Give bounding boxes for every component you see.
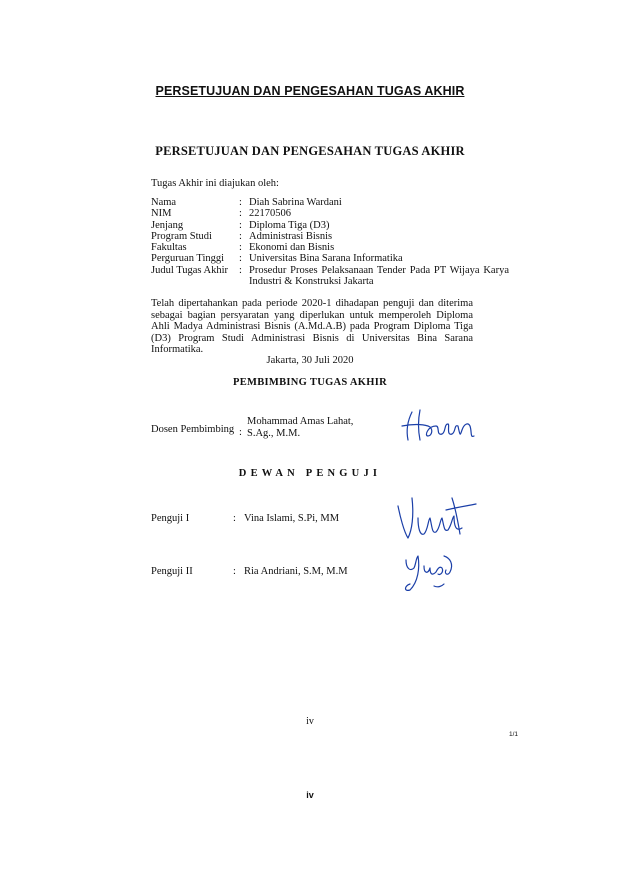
info-label: Fakultas — [151, 242, 187, 254]
pembimbing-heading: PEMBIMBING TUGAS AKHIR — [232, 377, 387, 388]
inner-page-number: iv — [306, 716, 314, 727]
penguji-2-signature — [398, 546, 462, 594]
info-row-judul — [151, 265, 509, 287]
student-info-table — [151, 197, 509, 287]
intro-text: Tugas Akhir ini diajukan oleh: — [151, 178, 279, 189]
info-row-perguruan-tinggi — [151, 253, 509, 264]
info-value: 22170506 — [249, 208, 291, 220]
info-colon: : — [239, 242, 242, 254]
info-value: Diploma Tiga (D3) — [249, 219, 330, 231]
penguji-2-colon: : — [233, 566, 236, 577]
info-colon: : — [239, 197, 242, 208]
info-label: NIM — [151, 208, 172, 220]
page-count: 1/1 — [509, 731, 519, 738]
info-value: Administrasi Bisnis — [249, 230, 333, 242]
outer-page-number: iv — [306, 790, 314, 800]
info-label: Program Studi — [151, 230, 212, 242]
info-value: Universitas Bina Sarana Informatika — [249, 253, 403, 265]
info-colon: : — [239, 230, 242, 242]
date-place: Jakarta, 30 Juli 2020 — [266, 355, 354, 366]
dosen-signature — [398, 406, 488, 446]
info-label: Perguruan Tinggi — [151, 253, 225, 265]
info-row-jenjang — [151, 220, 509, 231]
penguji-2-label: Penguji II — [151, 566, 193, 577]
info-row-nama — [151, 197, 509, 208]
penguji-1-label: Penguji I — [151, 513, 190, 524]
penguji-2-name: Ria Andriani, S.M, M.M — [244, 566, 348, 577]
info-row-program-studi — [151, 231, 509, 242]
penguji-1-signature — [392, 492, 482, 548]
info-row-nim — [151, 208, 509, 219]
dosen-label: Dosen Pembimbing — [151, 424, 235, 435]
document-title: PERSETUJUAN DAN PENGESAHAN TUGAS AKHIR — [155, 144, 465, 158]
outer-page-title: PERSETUJUAN DAN PENGESAHAN TUGAS AKHIR — [155, 84, 465, 98]
info-colon: : — [239, 264, 242, 276]
info-colon: : — [239, 219, 242, 231]
info-colon: : — [239, 253, 242, 265]
info-value: Prosedur Proses Pelaksanaan Tender Pada PT Wijaya Karya Industri & Konstruksi Jakarta — [249, 264, 509, 288]
info-label: Nama — [151, 197, 177, 208]
dosen-name: Mohammad Amas Lahat, S.Ag., M.M. — [247, 416, 354, 439]
info-colon: : — [239, 208, 242, 220]
info-row-fakultas — [151, 242, 509, 253]
info-value: Diah Sabrina Wardani — [249, 197, 342, 208]
info-value: Ekonomi dan Bisnis — [249, 242, 335, 254]
dewan-penguji-heading: DEWAN PENGUJI — [238, 468, 382, 479]
penguji-1-colon: : — [233, 513, 236, 524]
info-label: Judul Tugas Akhir — [151, 264, 229, 276]
dosen-colon: : — [239, 427, 242, 438]
penguji-1-name: Vina Islami, S.Pi, MM — [244, 513, 340, 524]
approval-paragraph: Telah dipertahankan pada periode 2020-1 dihadapan penguji dan diterima sebagai bagian persyaratan yang diperlukan untuk memperoleh Diploma Ahli Madya Administrasi Bisnis (A.Md.A.B) pada Program Diploma Tiga (D3) Program Studi Administrasi Bisnis di Universitas Bina Sarana Informatika. — [151, 298, 473, 356]
info-label: Jenjang — [151, 219, 184, 231]
